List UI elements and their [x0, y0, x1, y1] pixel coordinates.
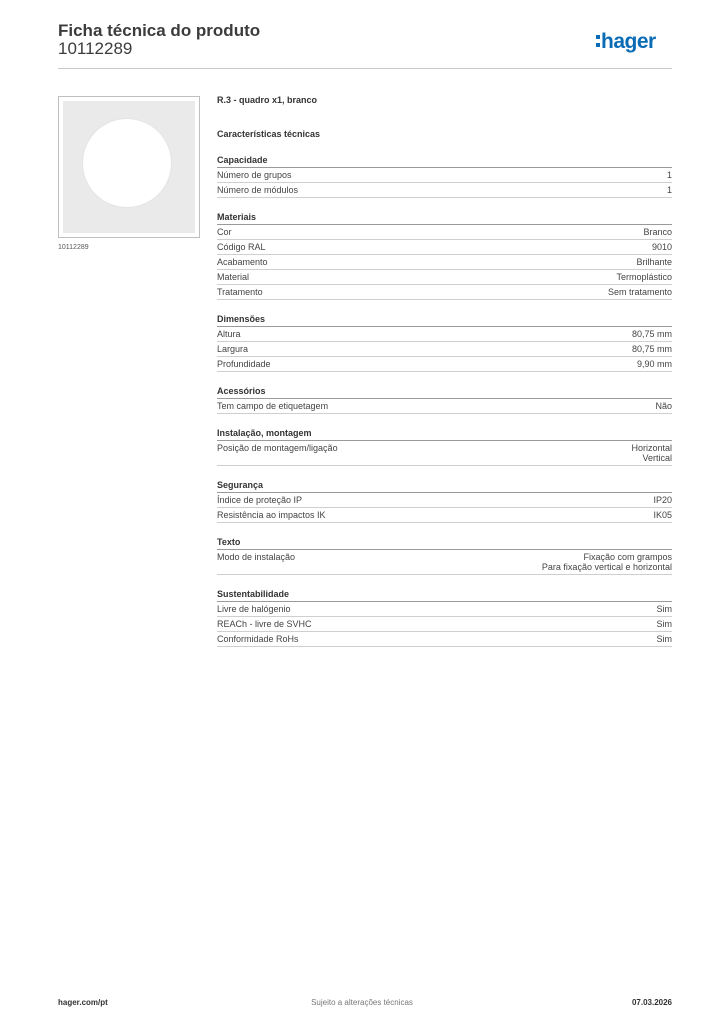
spec-label: REACh - livre de SVHC: [217, 619, 312, 629]
spec-value-line: IK05: [653, 510, 672, 520]
spec-value-line: Branco: [643, 227, 672, 237]
spec-row: [217, 240, 672, 255]
spec-section: [217, 428, 672, 466]
spec-row: [217, 168, 672, 183]
spec-value: [616, 272, 672, 282]
spec-value-line: IP20: [653, 495, 672, 505]
spec-section: [217, 589, 672, 647]
spec-value: [657, 619, 673, 629]
spec-value: [667, 185, 672, 195]
spec-label: Número de módulos: [217, 185, 299, 195]
product-code: 10112289: [58, 39, 133, 58]
spec-label: Resistência ao impactos IK: [217, 510, 326, 520]
hager-logo: [594, 26, 674, 60]
spec-value: [608, 287, 672, 297]
spec-value-line: Termoplástico: [616, 272, 672, 282]
spec-value: [632, 329, 672, 339]
spec-value: [636, 257, 672, 267]
spec-value: [657, 634, 673, 644]
product-name: R.3 - quadro x1, branco: [217, 95, 318, 105]
spec-content: [217, 95, 672, 647]
spec-value-line: 80,75 mm: [631, 329, 672, 339]
spec-value-line: Sim: [656, 634, 672, 644]
spec-row: [217, 285, 672, 300]
spec-row: [217, 550, 672, 575]
spec-label: Código RAL: [217, 242, 266, 252]
spec-value: [632, 344, 672, 354]
spec-value: [542, 552, 672, 572]
footer-website[interactable]: hager.com/pt: [58, 998, 108, 1007]
section-title: Dimensões: [217, 314, 672, 327]
header-divider: [58, 68, 672, 69]
footer-notice: Sujeito a alterações técnicas: [311, 998, 413, 1007]
product-image-frame: [58, 96, 200, 238]
spec-value: [637, 359, 672, 369]
spec-row: [217, 357, 672, 372]
section-title: Sustentabilidade: [217, 589, 672, 602]
spec-value-line: Brilhante: [636, 257, 672, 267]
spec-row: [217, 255, 672, 270]
spec-row: [217, 270, 672, 285]
spec-value-line: Fixação com grampos: [583, 552, 672, 562]
spec-label: Tratamento: [217, 287, 263, 297]
spec-row: [217, 602, 672, 617]
spec-label: Posição de montagem/ligação: [217, 443, 338, 453]
spec-row: [217, 225, 672, 240]
spec-row: [217, 183, 672, 198]
spec-row: [217, 327, 672, 342]
spec-label: Conformidade RoHs: [217, 634, 299, 644]
section-title: Texto: [217, 537, 672, 550]
spec-label: Número de grupos: [217, 170, 292, 180]
spec-label: Cor: [217, 227, 232, 237]
spec-sections: [217, 155, 672, 647]
spec-value: [653, 510, 672, 520]
spec-label: Tem campo de etiquetagem: [217, 401, 329, 411]
spec-value-line: Para fixação vertical e horizontal: [541, 562, 672, 572]
spec-value: [655, 401, 672, 411]
spec-section: [217, 480, 672, 523]
tech-characteristics-title: Características técnicas: [217, 129, 321, 139]
spec-value: [643, 227, 672, 237]
spec-row: [217, 617, 672, 632]
spec-label: Material: [217, 272, 250, 282]
spec-value-line: Horizontal: [631, 443, 672, 453]
spec-value-line: 1: [666, 170, 672, 180]
spec-value-line: 1: [666, 185, 672, 195]
section-title: Capacidade: [217, 155, 672, 168]
spec-row: [217, 632, 672, 647]
spec-label: Livre de halógenio: [217, 604, 291, 614]
section-title: Acessórios: [217, 386, 672, 399]
spec-value-line: Sim: [656, 619, 672, 629]
spec-label: Acabamento: [217, 257, 268, 267]
spec-value: [657, 604, 673, 614]
spec-section: [217, 537, 672, 575]
spec-value: [631, 443, 672, 463]
spec-section: [217, 212, 672, 300]
spec-value-line: 9,90 mm: [636, 359, 672, 369]
spec-section: [217, 386, 672, 414]
product-image: [63, 101, 195, 233]
spec-label: Profundidade: [217, 359, 271, 369]
frame-opening: [83, 119, 171, 207]
spec-value-line: Não: [655, 401, 672, 411]
spec-value-line: 80,75 mm: [631, 344, 672, 354]
section-title: Instalação, montagem: [217, 428, 672, 441]
image-caption: 10112289: [58, 244, 89, 251]
spec-label: Largura: [217, 344, 249, 354]
spec-value-line: Sem tratamento: [607, 287, 672, 297]
spec-value-line: Vertical: [642, 453, 672, 463]
footer-date: 07.03.2026: [631, 998, 672, 1007]
section-title: Materiais: [217, 212, 672, 225]
svg-text:hager: hager: [601, 30, 656, 53]
spec-value: [653, 495, 672, 505]
spec-row: [217, 493, 672, 508]
spec-value: [652, 242, 672, 252]
spec-row: [217, 508, 672, 523]
section-title: Segurança: [217, 480, 672, 493]
spec-row: [217, 441, 672, 466]
spec-label: Índice de proteção IP: [217, 495, 303, 505]
spec-section: [217, 314, 672, 372]
spec-label: Modo de instalação: [217, 552, 296, 562]
spec-value-line: 9010: [651, 242, 672, 252]
spec-value-line: Sim: [656, 604, 672, 614]
spec-section: [217, 155, 672, 198]
spec-value: [667, 170, 672, 180]
spec-row: [217, 399, 672, 414]
spec-row: [217, 342, 672, 357]
page-title: Ficha técnica do produto: [58, 21, 261, 40]
spec-label: Altura: [217, 329, 241, 339]
